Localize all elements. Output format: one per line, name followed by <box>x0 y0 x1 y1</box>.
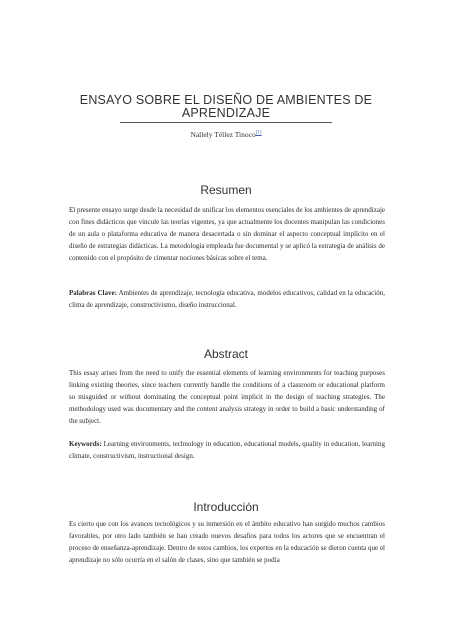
introduccion-heading: Introducción <box>193 500 259 514</box>
keywords-label: Keywords: <box>69 440 102 448</box>
resumen-body: El presente ensayo surge desde la necesidad de unificar los elementos esenciales de los ambientes de aprendizaje con fines didácticos que vincule las teorías vigentes, ya que actualmente los docentes manipulan las condiciones de un aula o plataforma educativa de manera desacertada o sin dominar el aspecto conceptual implícito en el diseño de estrategias didácticas. La metodología empleada fue documental y se aplicó la estrategia de análisis de contenido con el propósito de cimentar nociones básicas sobre el tema. <box>69 206 385 263</box>
author-name: Nallely Téllez Tinoco <box>190 130 256 139</box>
paper-title <box>60 94 392 120</box>
keywords-text: Ambientes de aprendizaje, tecnología educativa, modelos educativos, calidad en la educación, clima de aprendizaje, constructivismo, diseño instruccional. <box>69 289 385 310</box>
resumen-keywords <box>69 287 385 311</box>
abstract-keywords <box>69 438 385 462</box>
author-line <box>60 130 392 139</box>
title-divider <box>120 122 332 123</box>
keywords-label: Palabras Clave: <box>69 289 117 297</box>
abstract-heading: Abstract <box>203 347 248 361</box>
title-line-1: ENSAYO SOBRE EL DISEÑO DE AMBIENTES DE <box>79 93 373 107</box>
footnote-link[interactable]: [1] <box>255 130 262 136</box>
abstract-body: This essay arises from the need to unify the essential elements of learning environments for teaching purposes linking existing theories, since teachers currently handle the conditions of a classroom or educational platform so misguided or without dominating the conceptual point implicit in the design of teaching strategies. The methodology used was documentary and the content analysis strategy in order to build a basic understanding of the subject. <box>69 369 385 426</box>
title-line-2: APRENDIZAJE <box>181 106 271 120</box>
keywords-text: Learning environments, technology in education, educational models, quality in education, learning climate, constructivism, instructional design. <box>69 440 385 461</box>
introduccion-body: Es cierto que con los avances tecnológicos y su inmersión en el ámbito educativo han surgido muchos cambios favorables, por otro lado también se han creado nuevos desafíos para todos los actores que se encuentran el proceso de enseñanza-aprendizaje. Dentro de estos cambios, los expertos en la educación se dieron cuenta que el aprendizaje no sólo ocurría en el salón de clases, sino que también se podía <box>69 520 385 565</box>
resumen-heading: Resumen <box>200 183 252 197</box>
